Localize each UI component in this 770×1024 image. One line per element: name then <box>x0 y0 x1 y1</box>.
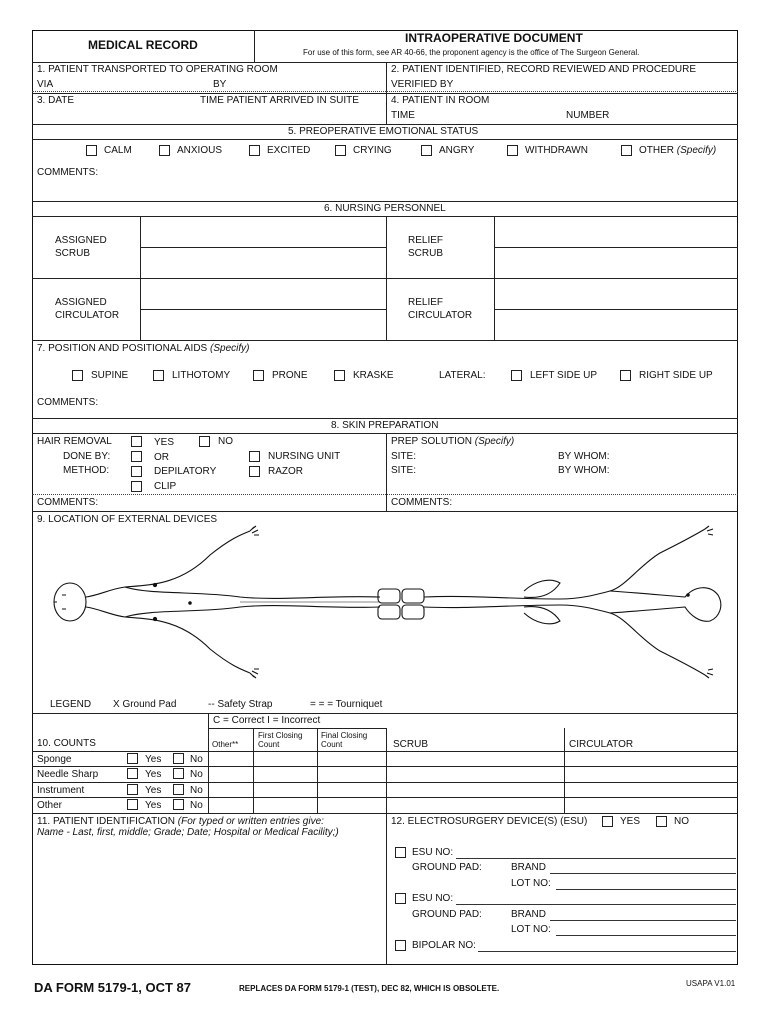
instrument-yes-label: Yes <box>145 785 162 796</box>
body-diagram <box>40 525 730 685</box>
divider <box>564 728 565 813</box>
esu-no-2-label: ESU NO: <box>412 893 454 904</box>
anxious-label: ANXIOUS <box>177 145 223 156</box>
section-2-title: 2. PATIENT IDENTIFIED, RECORD REVIEWED AND PROCEDURE <box>391 64 697 75</box>
divider <box>32 201 738 202</box>
done-by-or-label: OR <box>154 452 169 463</box>
lot-no-2-field[interactable] <box>556 935 736 936</box>
divider <box>32 216 738 217</box>
lithotomy-label: LITHOTOMY <box>172 370 231 381</box>
esu-yes-label: YES <box>620 816 641 827</box>
esu-1-checkbox[interactable] <box>395 847 406 858</box>
withdrawn-checkbox[interactable] <box>507 145 518 156</box>
section-6-title: 6. NURSING PERSONNEL <box>324 203 446 214</box>
depilatory-checkbox[interactable] <box>131 466 142 477</box>
other-status-checkbox[interactable] <box>621 145 632 156</box>
circulator-header: CIRCULATOR <box>569 739 634 750</box>
razor-checkbox[interactable] <box>249 466 260 477</box>
done-by-label: DONE BY: <box>63 451 111 462</box>
needle-sharp-label: Needle Sharp <box>37 769 99 780</box>
section-5-comments-label: COMMENTS: <box>37 167 99 178</box>
sponge-no-checkbox[interactable] <box>173 753 184 764</box>
divider <box>32 782 738 783</box>
divider <box>386 813 387 965</box>
instrument-yes-checkbox[interactable] <box>127 784 138 795</box>
section-12-title: 12. ELECTROSURGERY DEVICE(S) (ESU) <box>391 816 588 827</box>
needle-yes-label: Yes <box>145 769 162 780</box>
site-label-1: SITE: <box>391 451 417 462</box>
assigned-scrub-label-2: SCRUB <box>55 248 91 259</box>
nursing-unit-label: NURSING UNIT <box>268 451 341 462</box>
divider <box>140 247 386 248</box>
brand-2-field[interactable] <box>550 920 736 921</box>
divider <box>32 433 738 434</box>
withdrawn-label: WITHDRAWN <box>525 145 588 156</box>
needle-no-label: No <box>190 769 203 780</box>
divider <box>32 511 738 512</box>
needle-yes-checkbox[interactable] <box>127 768 138 779</box>
bipolar-no-label: BIPOLAR NO: <box>412 940 476 951</box>
relief-scrub-label: RELIEF <box>408 235 444 246</box>
legend-tourniquet: = = = Tourniquet <box>310 699 383 710</box>
anxious-checkbox[interactable] <box>159 145 170 156</box>
ground-pad-2-label: GROUND PAD: <box>412 909 482 920</box>
section-3-title: 3. DATE <box>37 95 75 106</box>
esu-yes-checkbox[interactable] <box>602 816 613 827</box>
divider <box>254 30 255 63</box>
section-10-title: 10. COUNTS <box>37 738 96 749</box>
verified-by-field[interactable] <box>386 91 738 92</box>
verified-by-label: VERIFIED BY <box>391 79 454 90</box>
sponge-yes-label: Yes <box>145 754 162 765</box>
divider <box>32 278 738 279</box>
section-5-title: 5. PREOPERATIVE EMOTIONAL STATUS <box>288 126 479 137</box>
document-title: INTRAOPERATIVE DOCUMENT <box>405 31 583 45</box>
hair-no-checkbox[interactable] <box>199 436 210 447</box>
legend-label: LEGEND <box>50 699 92 710</box>
divider <box>32 751 738 752</box>
nursing-unit-checkbox[interactable] <box>249 451 260 462</box>
divider <box>32 813 738 814</box>
esu-no-1-field[interactable] <box>456 858 736 859</box>
needle-no-checkbox[interactable] <box>173 768 184 779</box>
kraske-label: KRASKE <box>353 370 394 381</box>
supine-label: SUPINE <box>91 370 129 381</box>
calm-checkbox[interactable] <box>86 145 97 156</box>
version-label: USAPA V1.01 <box>686 979 736 988</box>
legend-safety-strap: -- Safety Strap <box>208 699 273 710</box>
relief-scrub-label-2: SCRUB <box>408 248 444 259</box>
other-no-checkbox[interactable] <box>173 799 184 810</box>
hair-removal-label: HAIR REMOVAL <box>37 436 112 447</box>
replaces-note: REPLACES DA FORM 5179-1 (TEST), DEC 82, WHICH IS OBSOLETE. <box>239 984 500 993</box>
time-label: TIME <box>391 110 415 121</box>
razor-label: RAZOR <box>268 466 303 477</box>
site-label-2: SITE: <box>391 465 417 476</box>
crying-label: CRYING <box>353 145 392 156</box>
other-header: Other** <box>212 740 239 749</box>
form-subtitle: For use of this form, see AR 40-66, the proponent agency is the office of The Surgeon General. <box>303 48 640 57</box>
divider <box>140 309 386 310</box>
right-side-up-label: RIGHT SIDE UP <box>639 370 713 381</box>
divider <box>32 418 738 419</box>
excited-checkbox[interactable] <box>249 145 260 156</box>
clip-checkbox[interactable] <box>131 481 142 492</box>
clip-label: CLIP <box>154 481 177 492</box>
via-label: VIA <box>37 79 54 90</box>
divider <box>32 139 738 140</box>
via-field[interactable] <box>32 91 386 92</box>
section-9-title: 9. LOCATION OF EXTERNAL DEVICES <box>37 514 218 525</box>
section-11-title: 11. PATIENT IDENTIFICATION (For typed or written entries give: <box>37 816 324 827</box>
divider <box>32 124 738 125</box>
depilatory-label: DEPILATORY <box>154 466 217 477</box>
assigned-circulator-label: ASSIGNED <box>55 297 107 308</box>
divider <box>32 494 738 495</box>
section-7-comments-label: COMMENTS: <box>37 397 99 408</box>
esu-no-checkbox[interactable] <box>656 816 667 827</box>
prone-checkbox[interactable] <box>253 370 264 381</box>
instrument-label: Instrument <box>37 785 85 796</box>
lot-no-2-label: LOT NO: <box>511 924 551 935</box>
other-yes-label: Yes <box>145 800 162 811</box>
right-side-up-checkbox[interactable] <box>620 370 631 381</box>
other-count-label: Other <box>37 800 63 811</box>
esu-no-2-field[interactable] <box>456 904 736 905</box>
hair-yes-checkbox[interactable] <box>131 436 142 447</box>
form-number: DA FORM 5179-1, OCT 87 <box>34 980 192 995</box>
divider <box>32 797 738 798</box>
assigned-scrub-label: ASSIGNED <box>55 235 107 246</box>
esu-no-1-label: ESU NO: <box>412 847 454 858</box>
sponge-yes-checkbox[interactable] <box>127 753 138 764</box>
relief-circulator-label: RELIEF <box>408 297 444 308</box>
angry-checkbox[interactable] <box>421 145 432 156</box>
other-no-label: No <box>190 800 203 811</box>
relief-circulator-label-2: CIRCULATOR <box>408 310 473 321</box>
assigned-circulator-label-2: CIRCULATOR <box>55 310 120 321</box>
left-side-up-checkbox[interactable] <box>511 370 522 381</box>
other-yes-checkbox[interactable] <box>127 799 138 810</box>
time-arrived-label: TIME PATIENT ARRIVED IN SUITE <box>200 95 359 106</box>
crying-checkbox[interactable] <box>335 145 346 156</box>
number-label: NUMBER <box>566 110 610 121</box>
section-1-title: 1. PATIENT TRANSPORTED TO OPERATING ROOM <box>37 64 278 75</box>
by-whom-label-2: BY WHOM: <box>558 465 610 476</box>
lot-no-1-label: LOT NO: <box>511 878 551 889</box>
by-whom-label-1: BY WHOM: <box>558 451 610 462</box>
kraske-checkbox[interactable] <box>334 370 345 381</box>
prep-solution-label: PREP SOLUTION (Specify) <box>391 436 515 447</box>
method-label: METHOD: <box>63 465 110 476</box>
divider <box>32 766 738 767</box>
instrument-no-label: No <box>190 785 203 796</box>
divider <box>32 93 738 94</box>
other-status-label: OTHER (Specify) <box>639 145 717 156</box>
sponge-no-label: No <box>190 754 203 765</box>
divider <box>386 728 387 813</box>
ground-pad-1-label: GROUND PAD: <box>412 862 482 873</box>
by-label: BY <box>213 79 227 90</box>
angry-label: ANGRY <box>439 145 475 156</box>
instrument-no-checkbox[interactable] <box>173 784 184 795</box>
lateral-label: LATERAL: <box>439 370 486 381</box>
divider <box>253 728 254 813</box>
supine-checkbox[interactable] <box>72 370 83 381</box>
medical-record-title: MEDICAL RECORD <box>88 38 198 52</box>
hair-no-label: NO <box>218 436 233 447</box>
esu-2-checkbox[interactable] <box>395 893 406 904</box>
prep-comments-label: COMMENTS: <box>391 497 453 508</box>
divider <box>32 713 738 714</box>
divider <box>32 340 738 341</box>
first-closing-header: First Closing Count <box>258 731 303 749</box>
final-closing-header: Final Closing Count <box>321 731 368 749</box>
section-7-title: 7. POSITION AND POSITIONAL AIDS (Specify) <box>37 343 250 354</box>
esu-no-label: NO <box>674 816 689 827</box>
section-11-note: Name - Last, first, middle; Grade; Date; Hospital or Medical Facility;) <box>37 827 339 838</box>
divider <box>317 728 318 813</box>
brand-2-label: BRAND <box>511 909 547 920</box>
divider <box>208 728 386 729</box>
hair-yes-label: YES <box>154 437 175 448</box>
bipolar-no-field[interactable] <box>478 951 736 952</box>
excited-label: EXCITED <box>267 145 311 156</box>
divider <box>386 433 387 511</box>
section-8-title: 8. SKIN PREPARATION <box>331 420 439 431</box>
section-4-title: 4. PATIENT IN ROOM <box>391 95 490 106</box>
bipolar-checkbox[interactable] <box>395 940 406 951</box>
prone-label: PRONE <box>272 370 308 381</box>
scrub-header: SCRUB <box>393 739 429 750</box>
calm-label: CALM <box>104 145 132 156</box>
count-key: C = Correct I = Incorrect <box>213 715 321 726</box>
lithotomy-checkbox[interactable] <box>153 370 164 381</box>
divider <box>32 62 738 63</box>
divider <box>494 247 738 248</box>
brand-1-field[interactable] <box>550 873 736 874</box>
left-side-up-label: LEFT SIDE UP <box>530 370 598 381</box>
lot-no-1-field[interactable] <box>556 889 736 890</box>
hair-comments-label: COMMENTS: <box>37 497 99 508</box>
brand-1-label: BRAND <box>511 862 547 873</box>
done-by-or-checkbox[interactable] <box>131 451 142 462</box>
legend-ground-pad: X Ground Pad <box>113 699 177 710</box>
sponge-label: Sponge <box>37 754 72 765</box>
divider <box>494 309 738 310</box>
